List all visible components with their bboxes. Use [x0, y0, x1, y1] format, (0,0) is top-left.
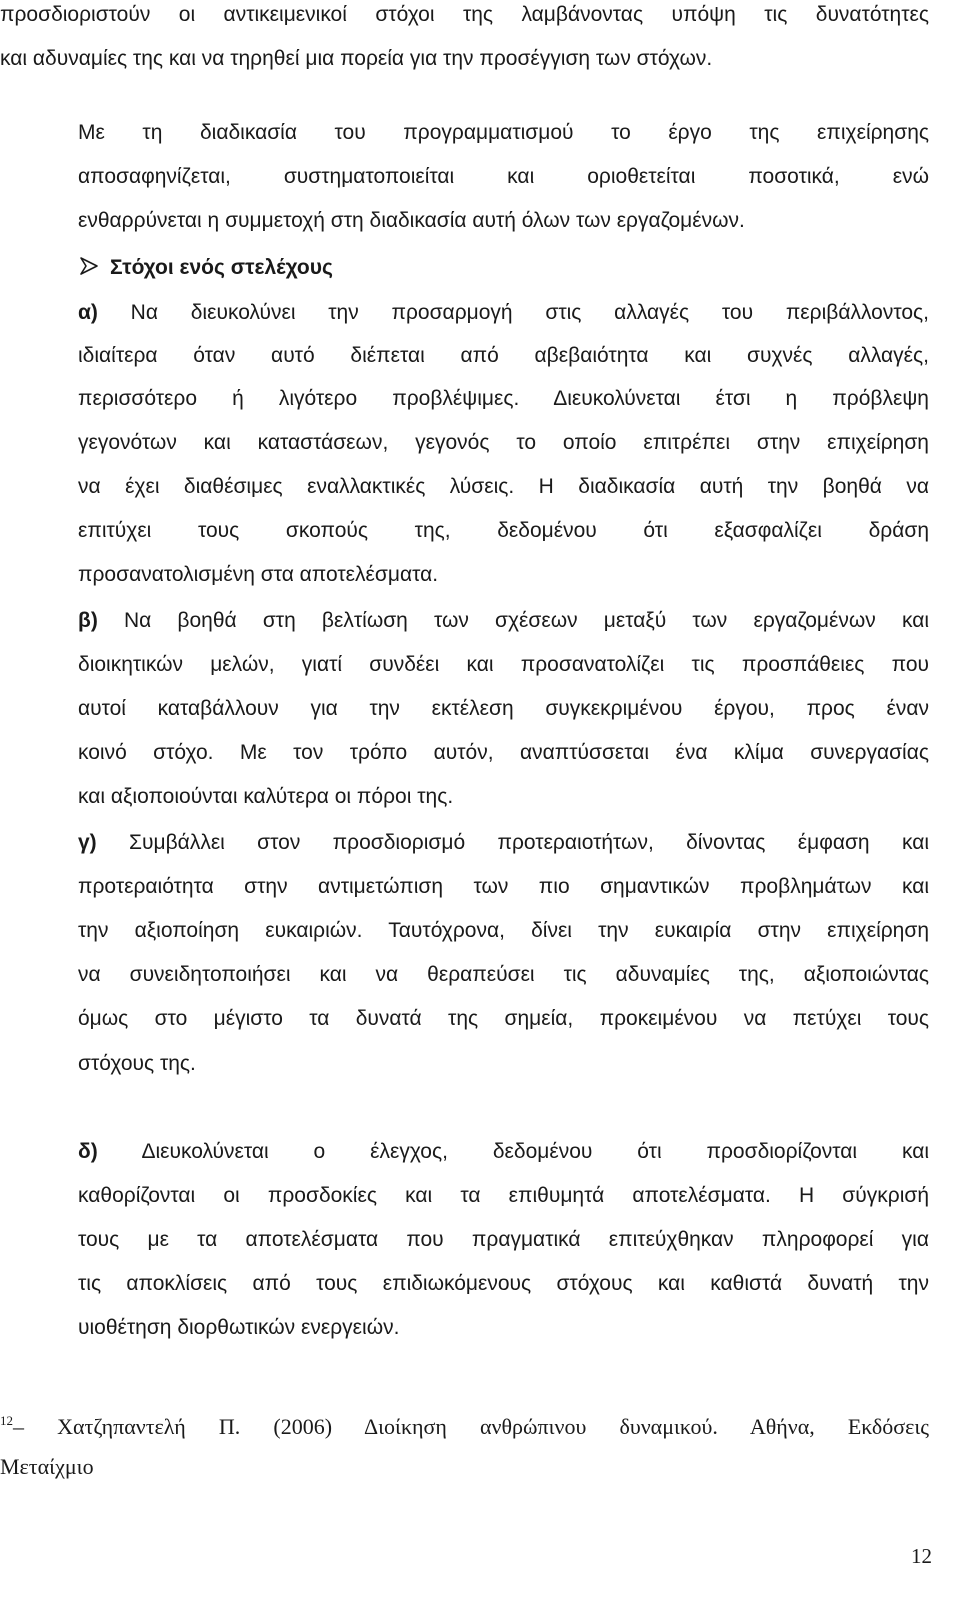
item-a-first-line	[78, 298, 929, 328]
body-text-line: στόχους της.	[78, 1052, 196, 1075]
body-text-line: να έχει διαθέσιμες εναλλακτικές λύσεις. Η διαδικασία αυτή την βοηθά να	[78, 475, 929, 498]
body-text-line: υιοθέτηση διορθωτικών ενεργειών.	[78, 1316, 400, 1339]
footnote	[0, 1406, 929, 1442]
body-text-line: να συνειδητοποιήσει και να θεραπεύσει τις αδυναμίες της, αξιοποιώντας	[78, 963, 929, 986]
body-text-line: προσδιοριστούν οι αντικειμενικοί στόχοι της λαμβάνοντας υπόψη τις δυνατότητες	[0, 3, 929, 26]
body-text-line: προτεραιότητα στην αντιμετώπιση των πιο σημαντικών προβλημάτων και	[78, 875, 929, 898]
body-text-line: Με τη διαδικασία του προγραμματισμού το έργο της επιχείρησης	[78, 121, 929, 144]
footnote-text: – Χατζηπαντελή Π. (2006) Διοίκηση ανθρώπινου δυναμικού. Αθήνα, Εκδόσεις	[13, 1414, 929, 1439]
item-c-text: Συμβάλλει στον προσδιορισμό προτεραιοτήτων, δίνοντας έμφαση και	[96, 831, 929, 854]
section-heading-text: Στόχοι ενός στελέχους	[110, 256, 333, 279]
item-b-text: Να βοηθά στη βελτίωση των σχέσεων μεταξύ των εργαζομένων και	[97, 609, 929, 632]
page-number: 12	[911, 1544, 932, 1568]
footnote-number: 12	[0, 1413, 13, 1428]
body-text-line: την αξιοποίηση ευκαιριών. Ταυτόχρονα, δίνει την ευκαιρία στην επιχείρηση	[78, 919, 929, 942]
body-text-line: γεγονότων και καταστάσεων, γεγονός το οποίο επιτρέπει στην επιχείρηση	[78, 431, 929, 454]
body-text-line: ενθαρρύνεται η συμμετοχή στη διαδικασία αυτή όλων των εργαζομένων.	[78, 209, 745, 232]
item-c-marker: γ)	[78, 831, 97, 854]
item-b-marker: β)	[78, 609, 98, 632]
item-a-marker: α)	[78, 301, 98, 324]
item-a-text: Να διευκολύνει την προσαρμογή στις αλλαγές του περιβάλλοντος,	[97, 301, 929, 324]
section-heading	[78, 253, 333, 283]
body-text-line: καθορίζονται οι προσδοκίες και τα επιθυμητά αποτελέσματα. Η σύγκρισή	[78, 1184, 929, 1207]
body-text-line: όμως στο μέγιστο τα δυνατά της σημεία, προκειμένου να πετύχει τους	[78, 1007, 929, 1030]
body-text-line: αυτοί καταβάλλουν για την εκτέλεση συγκεκριμένου έργου, προς έναν	[78, 697, 929, 720]
item-d-marker: δ)	[78, 1140, 98, 1163]
body-text-line: και αξιοποιούνται καλύτερα οι πόροι της.	[78, 785, 454, 808]
body-text-line: κοινό στόχο. Με τον τρόπο αυτόν, αναπτύσσεται ένα κλίμα συνεργασίας	[78, 741, 929, 764]
body-text-line: ιδιαίτερα όταν αυτό διέπεται από αβεβαιότητα και συχνές αλλαγές,	[78, 344, 929, 367]
body-text-line: περισσότερο ή λιγότερο προβλέψιμες. Διευκολύνεται έτσι η πρόβλεψη	[78, 387, 929, 410]
body-text-line: επιτύχει τους σκοπούς της, δεδομένου ότι εξασφαλίζει δράση	[78, 519, 929, 542]
body-text-line: αποσαφηνίζεται, συστηματοποιείται και οριοθετείται ποσοτικά, ενώ	[78, 165, 929, 188]
item-b-first-line	[78, 606, 929, 636]
body-text-line: προσανατολισμένη στα αποτελέσματα.	[78, 563, 439, 586]
item-d-text: Διευκολύνεται ο έλεγχος, δεδομένου ότι προσδιορίζονται και	[97, 1140, 929, 1163]
body-text-line: και αδυναμίες της και να τηρηθεί μια πορεία για την προσέγγιση των στόχων.	[0, 47, 713, 70]
body-text-line: τους με τα αποτελέσματα που πραγματικά επιτεύχθηκαν πληροφορεί για	[78, 1228, 929, 1251]
body-text-line: διοικητικών μελών, γιατί συνδέει και προσανατολίζει τις προσπάθειες που	[78, 653, 929, 676]
arrowhead-bullet-icon	[78, 255, 100, 277]
footnote-continuation: Μεταίχμιο	[0, 1454, 94, 1479]
item-c-first-line	[78, 828, 929, 858]
item-d-first-line	[78, 1137, 929, 1167]
body-text-line: τις αποκλίσεις από τους επιδιωκόμενους στόχους και καθιστά δυνατή την	[78, 1272, 929, 1295]
